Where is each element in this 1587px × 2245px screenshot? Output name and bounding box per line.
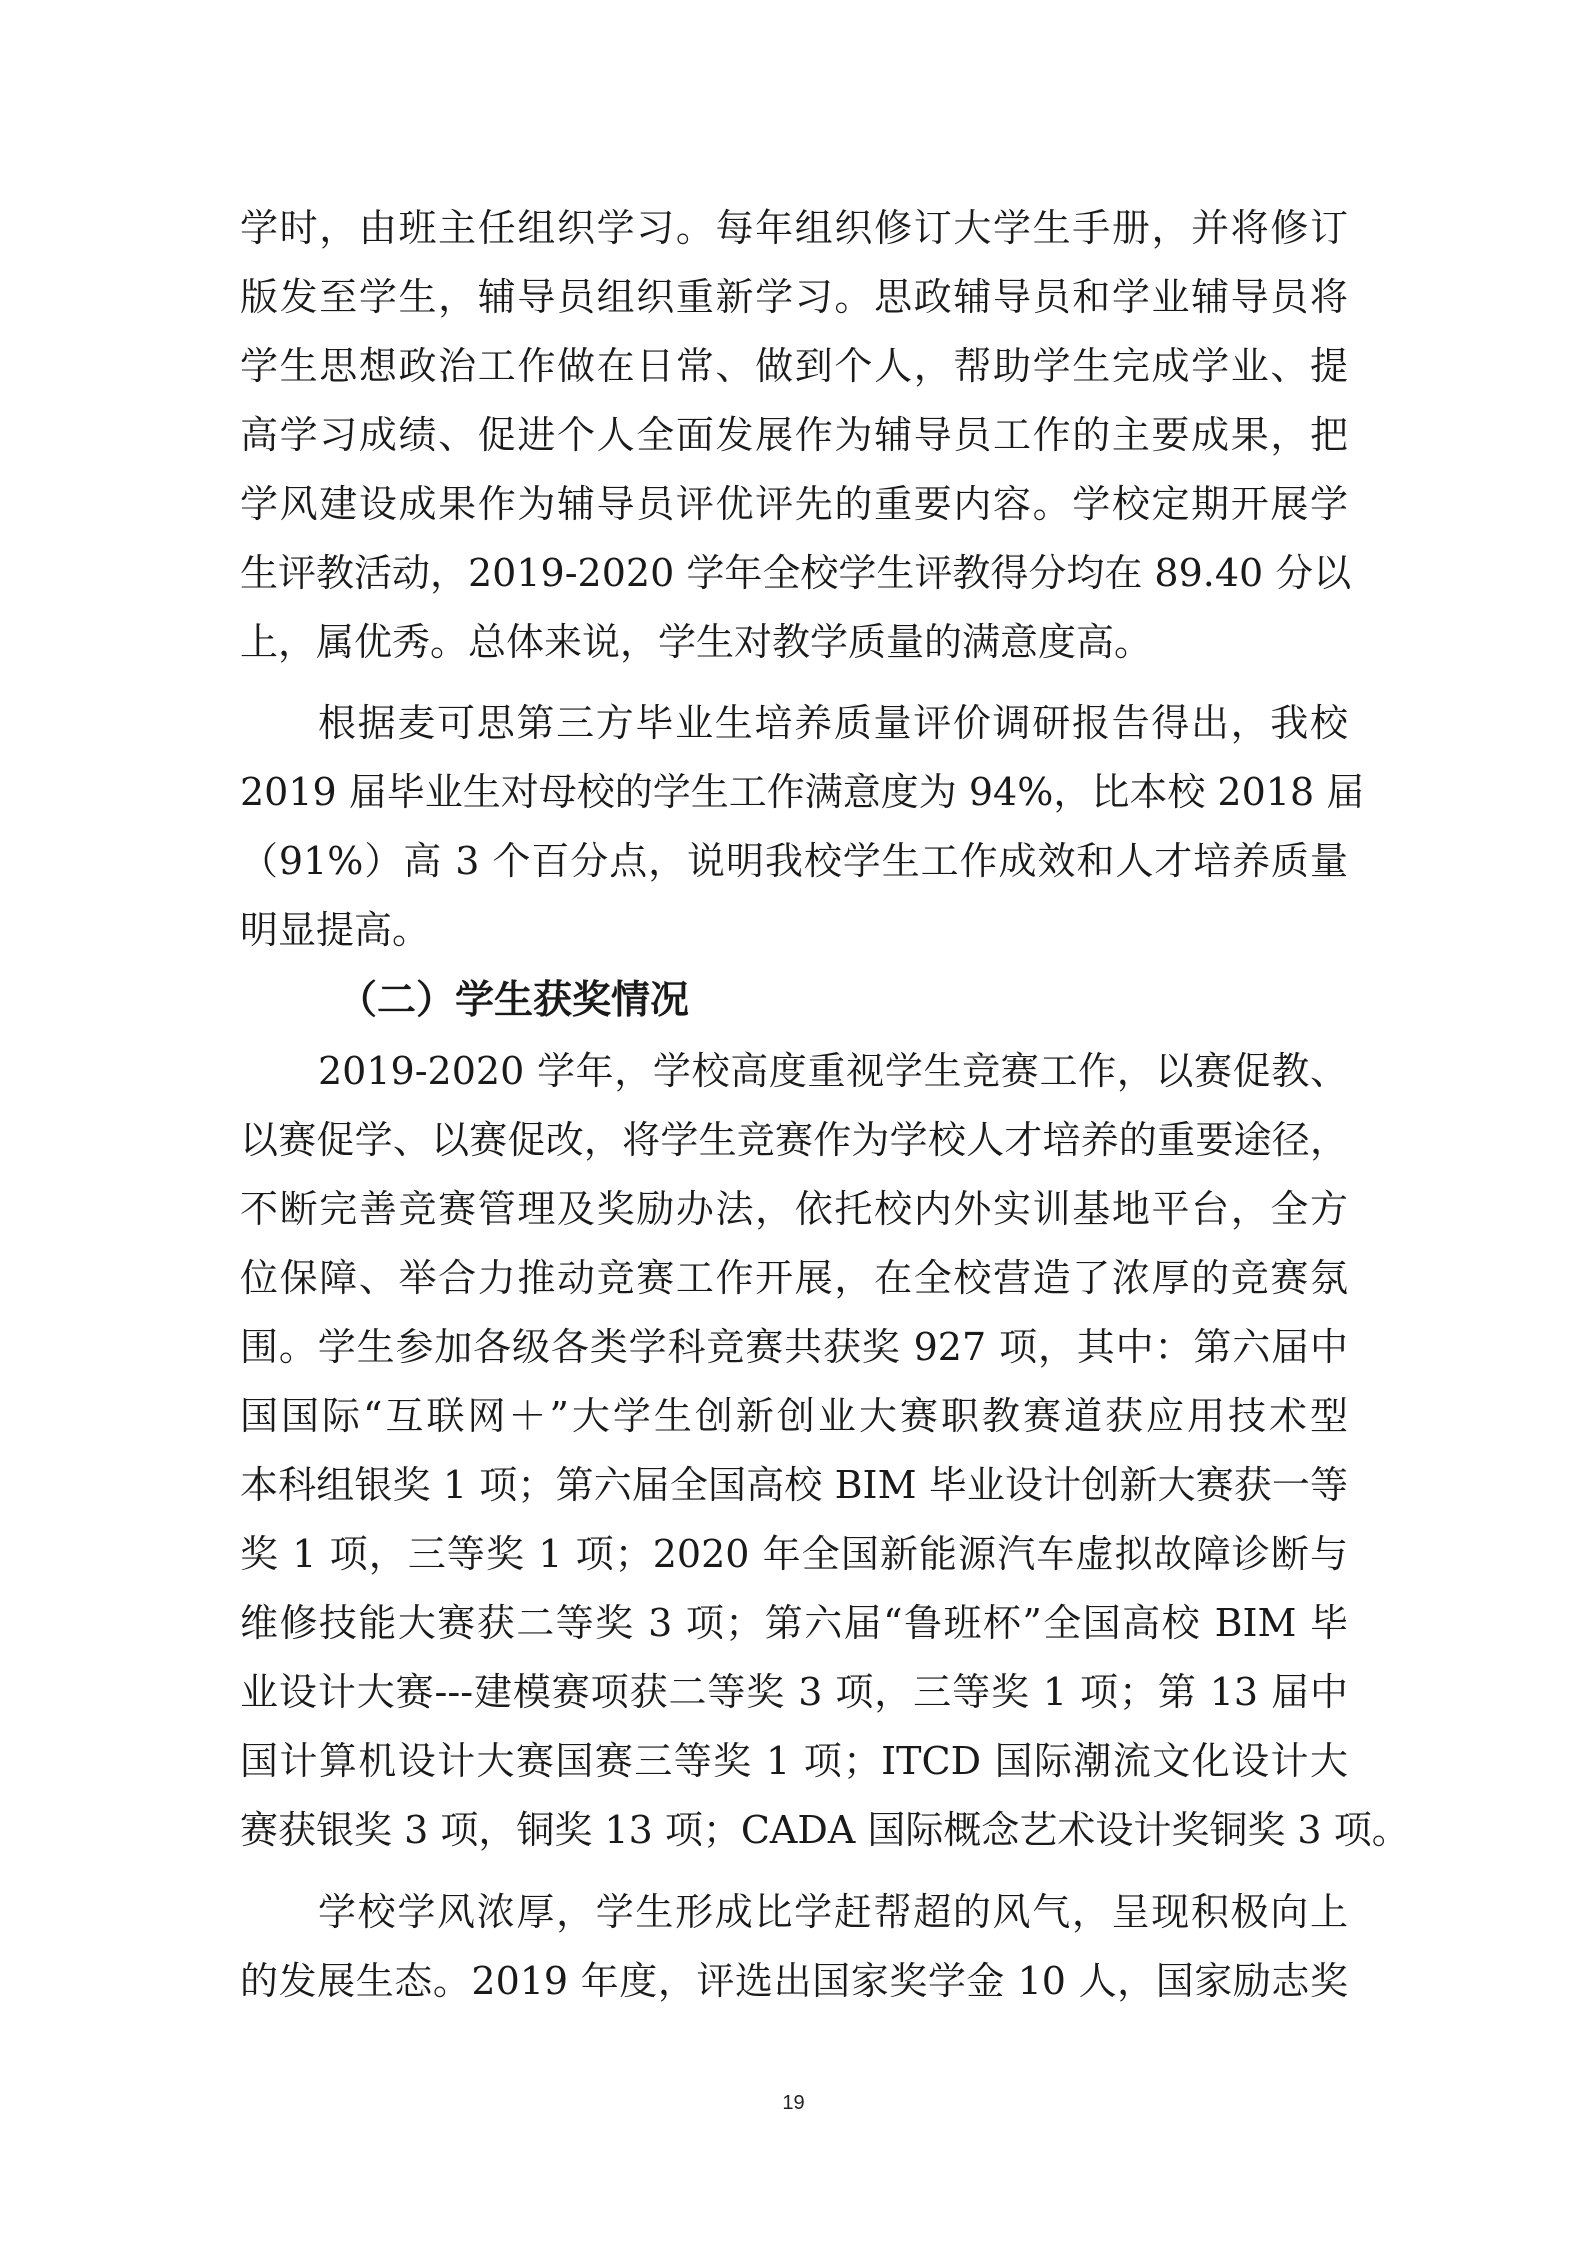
text-line: 生评教活动，2019-2020 学年全校学生评教得分均在 89.40 分以 — [240, 551, 1352, 595]
text-line: 学生思想政治工作做在日常、做到个人，帮助学生完成学业、提 — [240, 344, 1348, 388]
paragraph-graduate-satisfaction — [240, 689, 1365, 965]
text-line: 国计算机设计大赛国赛三等奖 1 项；ITCD 国际潮流文化设计大 — [240, 1739, 1348, 1783]
text-line: 学校学风浓厚，学生形成比学赶帮超的风气，呈现积极向上 — [318, 1890, 1348, 1934]
text-line: 学风建设成果作为辅导员评优评先的重要内容。学校定期开展学 — [240, 482, 1348, 526]
text-line: 围。学生参加各级各类学科竞赛共获奖 927 项，其中：第六届中 — [240, 1325, 1348, 1369]
section-heading: （二）学生获奖情况 — [338, 978, 690, 1023]
text-line: 明显提高。 — [240, 908, 431, 952]
text-line: （91%）高 3 个百分点，说明我校学生工作成效和人才培养质量 — [240, 839, 1348, 883]
text-line: 赛获银奖 3 项，铜奖 13 项；CADA 国际概念艺术设计奖铜奖 3 项。 — [240, 1808, 1410, 1852]
text-line: 学时，由班主任组织学习。每年组织修订大学生手册，并将修订 — [240, 206, 1348, 250]
text-line: 本科组银奖 1 项；第六届全国高校 BIM 毕业设计创新大赛获一等 — [240, 1463, 1348, 1507]
text-line: 根据麦可思第三方毕业生培养质量评价调研报告得出，我校 — [318, 701, 1348, 745]
paragraph-student-evaluation — [240, 194, 1352, 677]
text-line: 高学习成绩、促进个人全面发展作为辅导员工作的主要成果，把 — [240, 413, 1348, 457]
paragraph-study-atmosphere — [240, 1878, 1348, 2016]
text-line: 维修技能大赛获二等奖 3 项；第六届“鲁班杯”全国高校 BIM 毕 — [240, 1601, 1348, 1645]
text-line: 奖 1 项，三等奖 1 项；2020 年全国新能源汽车虚拟故障诊断与 — [240, 1532, 1348, 1576]
text-line: 上，属优秀。总体来说，学生对教学质量的满意度高。 — [240, 620, 1153, 664]
text-line: 的发展生态。2019 年度，评选出国家奖学金 10 人，国家励志奖 — [240, 1959, 1348, 2003]
paragraph-competition-awards — [240, 1037, 1410, 1865]
text-line: 国国际“互联网＋”大学生创新创业大赛职教赛道获应用技术型 — [240, 1394, 1348, 1438]
text-line: 不断完善竞赛管理及奖励办法，依托校内外实训基地平台，全方 — [240, 1187, 1348, 1231]
page-number: 19 — [782, 2092, 805, 2114]
text-line: 版发至学生，辅导员组织重新学习。思政辅导员和学业辅导员将 — [240, 275, 1348, 319]
text-line: 以赛促学、以赛促改，将学生竞赛作为学校人才培养的重要途径， — [240, 1118, 1348, 1162]
text-line: 2019 届毕业生对母校的学生工作满意度为 94%，比本校 2018 届 — [240, 770, 1365, 814]
text-line: 位保障、举合力推动竞赛工作开展，在全校营造了浓厚的竞赛氛 — [240, 1256, 1348, 1300]
text-line: 2019-2020 学年，学校高度重视学生竞赛工作，以赛促教、 — [318, 1049, 1348, 1093]
text-line: 业设计大赛---建模赛项获二等奖 3 项，三等奖 1 项；第 13 届中 — [240, 1670, 1348, 1714]
